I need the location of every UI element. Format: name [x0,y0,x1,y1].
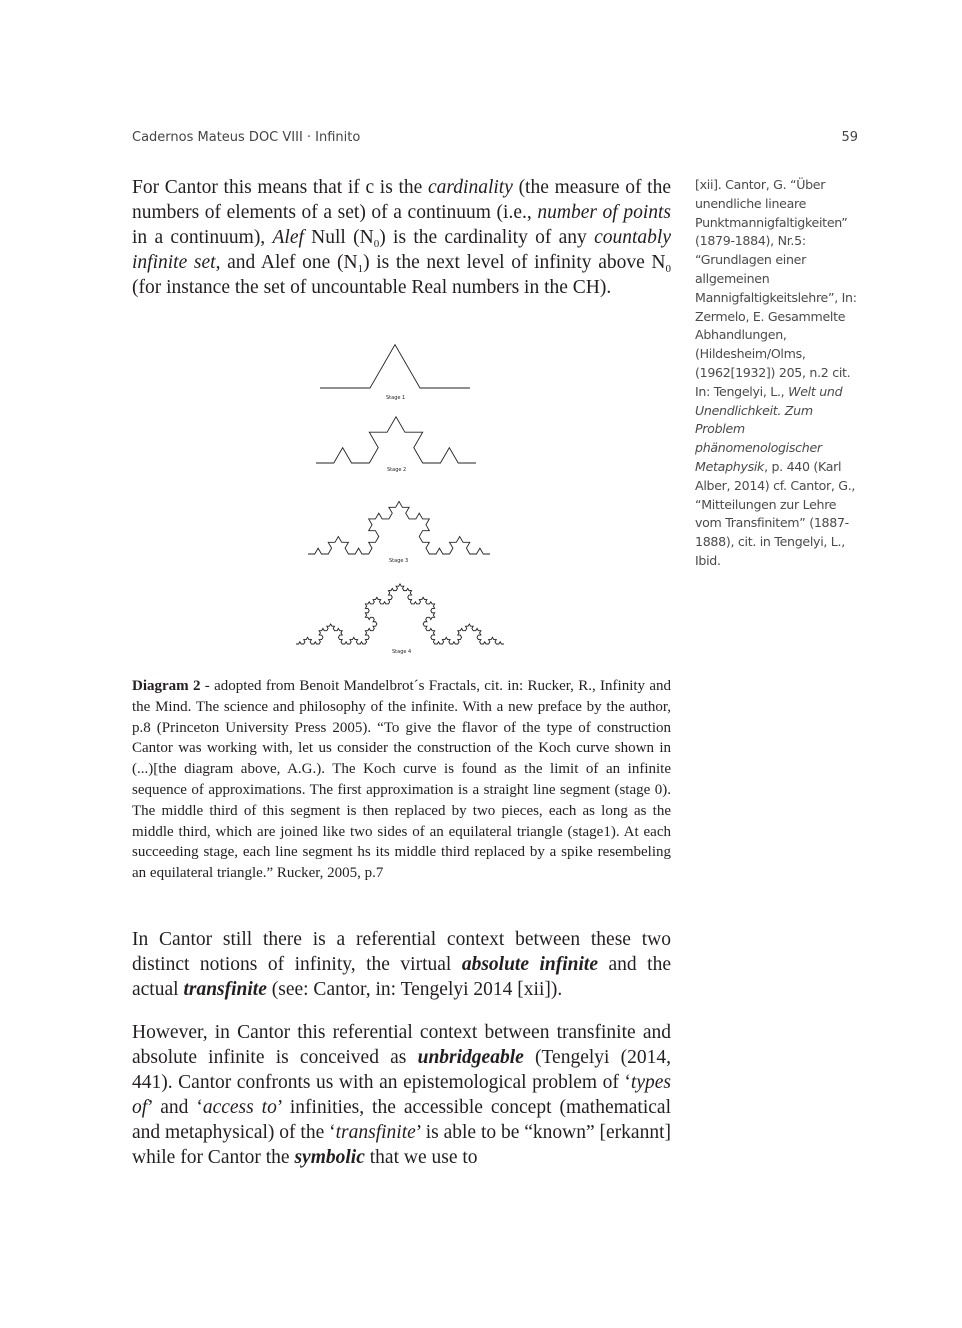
page-number: 59 [841,130,858,145]
stage-label-3: Stage 3 [389,558,409,564]
koch-curve-figure [290,338,516,662]
paragraph-cardinality: For Cantor this means that if c is the cardinality (the measure of the numbers of elements of a set) of a continuum (i.e., number of points in a continuum), Alef Null $(N_0)$ is the cardinality of any countably infinite set, and Alef one $(N_1)$ is the next level of infinity above $N_0$ (for instance the set of uncountable Real numbers in the CH). [132,177,671,298]
caption-text: - adopted from Benoit Mandelbrot´s Fractals, cit. in: Rucker, R., Infinity and the Mind. The science and philosophy of the infinite. With a new preface by the author, p.8 (Princeton University Press 2005). “To give the flavor of the type of construction Cantor was working with, let us consider the construction of the Koch curve shown in (...)[the diagram above, A.G.). The Koch curve is found as the limit of an infinite sequence of approximations. The first approximation is a straight line segment (stage 0). The middle third of this segment is then replaced by two pieces, each as long as the middle third, which are joined like two sides of an equilateral triangle (stage1). At each succeeding stage, each line segment hs its middle third replaced by a spike resembeling an equilateral triangle.” Rucker, 2005, p.7 [132,678,671,882]
running-title: Cadernos Mateus DOC VIII · Infinito [132,130,361,145]
koch-stage-4-curve [296,584,504,644]
caption-label: Diagram 2 [132,678,201,694]
stage-label-4: Stage 4 [392,649,412,655]
paragraph-unbridgeable: However, in Cantor this referential context between transfinite and absolute infinite is conceived as unbridgeable (Tengelyi (2014, 441). Cantor confronts us with an epistemological problem of ‘types of’ and ‘access to’ infinities, the accessible concept (mathematical and metaphysical) of the ‘transfinite’ is able to be “known” [erkannt] while for Cantor the symbolic that we use to [132,1022,672,1168]
diagram-caption [132,676,671,884]
sidenote-xii: [xii]. Cantor, G. “Über unendliche lineare Punktmannigfaltigkeiten” (1879-1884), Nr.5: “Grundlagen einer allgemeinen Mannigfaltigkeitslehre”, In: Zermelo, E. Gesammelte Abhandlungen, (Hildesheim/Olms, (1962[1932]) 205, n.2 cit. In: Tengelyi, L., Welt und Unendlichkeit. Zum Problem phänomenologischer Metaphysik, p. 440 (Karl Alber, 2014) cf. Cantor, G., “Mitteilungen zur Lehre vom Transfinitem” (1887-1888), cit. in Tengelyi, L., Ibid. [695,177,857,568]
koch-stage-2-curve [316,417,476,463]
stage-label-2: Stage 2 [387,467,407,473]
paragraph-referential-context: In Cantor still there is a referential context between these two distinct notions of infinity, the virtual absolute infinite and the actual transfinite (see: Cantor, in: Tengelyi 2014 [xii]). [132,929,671,1000]
stage-label-1: Stage 1 [386,395,406,401]
koch-stage-3-curve [308,501,490,554]
koch-curve-diagram [290,338,516,662]
koch-stage-1-curve [320,345,470,388]
